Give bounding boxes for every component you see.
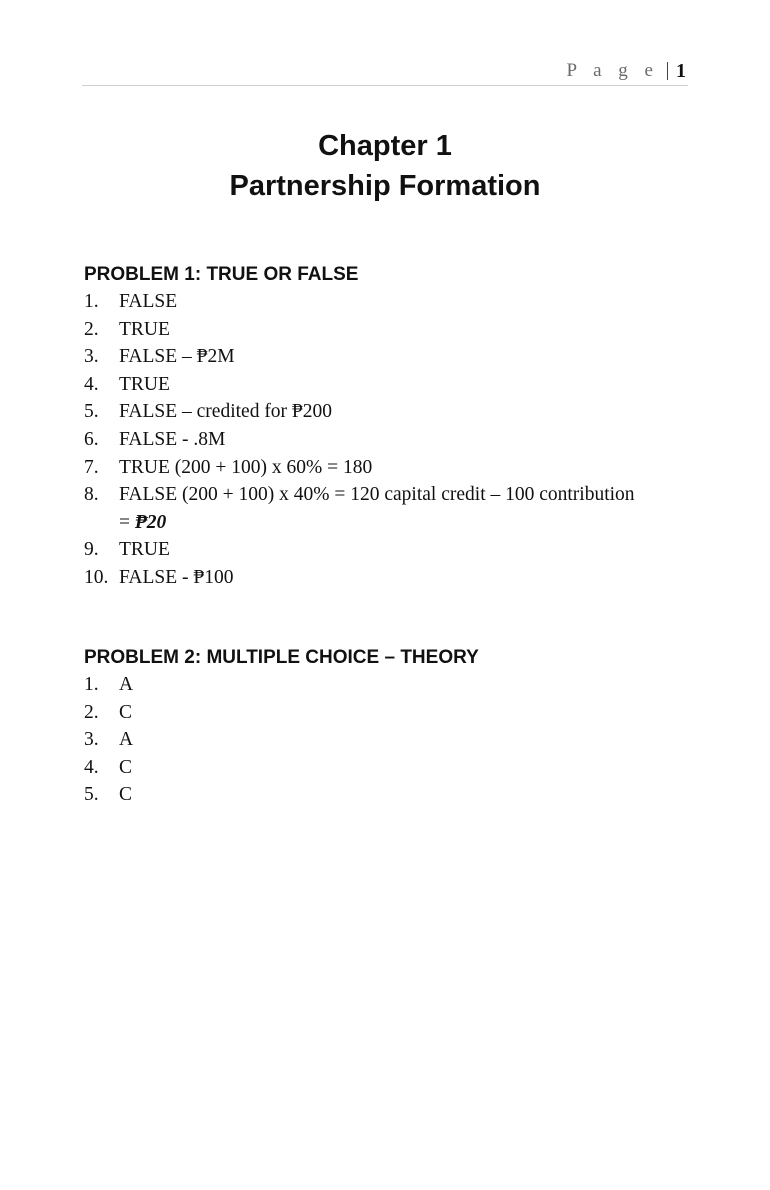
item-answer: C [119,701,133,723]
item-number: 4. [84,756,99,778]
item-number: 2. [84,318,99,340]
item-answer: FALSE - ₱100 [119,566,234,588]
item-number: 1. [84,291,99,312]
item-number: 7. [84,456,99,478]
list-item [84,288,690,316]
item-number: 10. [84,566,109,588]
item-answer: FALSE - .8M [119,428,226,450]
header-rule [82,85,688,86]
item-answer: TRUE [119,373,170,395]
item-answer: A [119,729,134,751]
item-answer: C [119,756,133,778]
item-answer: FALSE – ₱2M [119,346,235,368]
item-number: 3. [84,346,99,368]
list-item [84,671,690,699]
list-item [84,426,690,454]
item-number: 3. [84,729,99,751]
chapter-title [0,126,770,206]
item-number: 5. [84,784,99,806]
list-item [84,481,690,536]
problem-1-heading: PROBLEM 1: TRUE OR FALSE [84,264,359,285]
item-answer: TRUE (200 + 100) x 60% = 180 [119,456,373,478]
list-item [84,781,690,809]
item-answer: A [119,674,134,695]
item-number: 6. [84,428,99,450]
chapter-number: Chapter 1 [318,130,452,162]
problem-2-section [84,645,690,809]
item-answer-wrapped [119,481,690,536]
item-number: 1. [84,674,99,695]
list-item [84,564,690,592]
item-answer: FALSE (200 + 100) x 40% = 120 capital credit – 100 contribution [119,484,635,506]
problem-1-section [84,262,690,592]
list-item [84,343,690,371]
list-item [84,726,690,754]
list-item [84,754,690,782]
item-number: 5. [84,401,99,423]
item-answer: FALSE [119,291,178,312]
chapter-name: Partnership Formation [229,170,541,202]
item-number: 8. [84,484,99,506]
item-number: 9. [84,539,99,561]
list-item [84,454,690,482]
problem-2-list [84,671,690,809]
problem-2-heading: PROBLEM 2: MULTIPLE CHOICE – THEORY [84,647,479,668]
list-item [84,371,690,399]
continuation-prefix: = [119,511,135,533]
problem-1-list [84,288,690,592]
result-amount: ₱20 [134,511,167,533]
header-separator [667,62,668,80]
item-number: 2. [84,701,99,723]
item-answer: TRUE [119,539,170,561]
list-item [84,316,690,344]
list-item [84,699,690,727]
page-number: 1 [676,59,686,82]
page-header [567,58,686,84]
item-answer: C [119,784,133,806]
item-number: 4. [84,373,99,395]
item-answer: TRUE [119,318,170,340]
list-item [84,536,690,564]
item-answer-continuation [119,509,690,537]
item-answer: FALSE – credited for ₱200 [119,401,333,423]
page-label: P a g e [566,60,659,81]
list-item [84,398,690,426]
